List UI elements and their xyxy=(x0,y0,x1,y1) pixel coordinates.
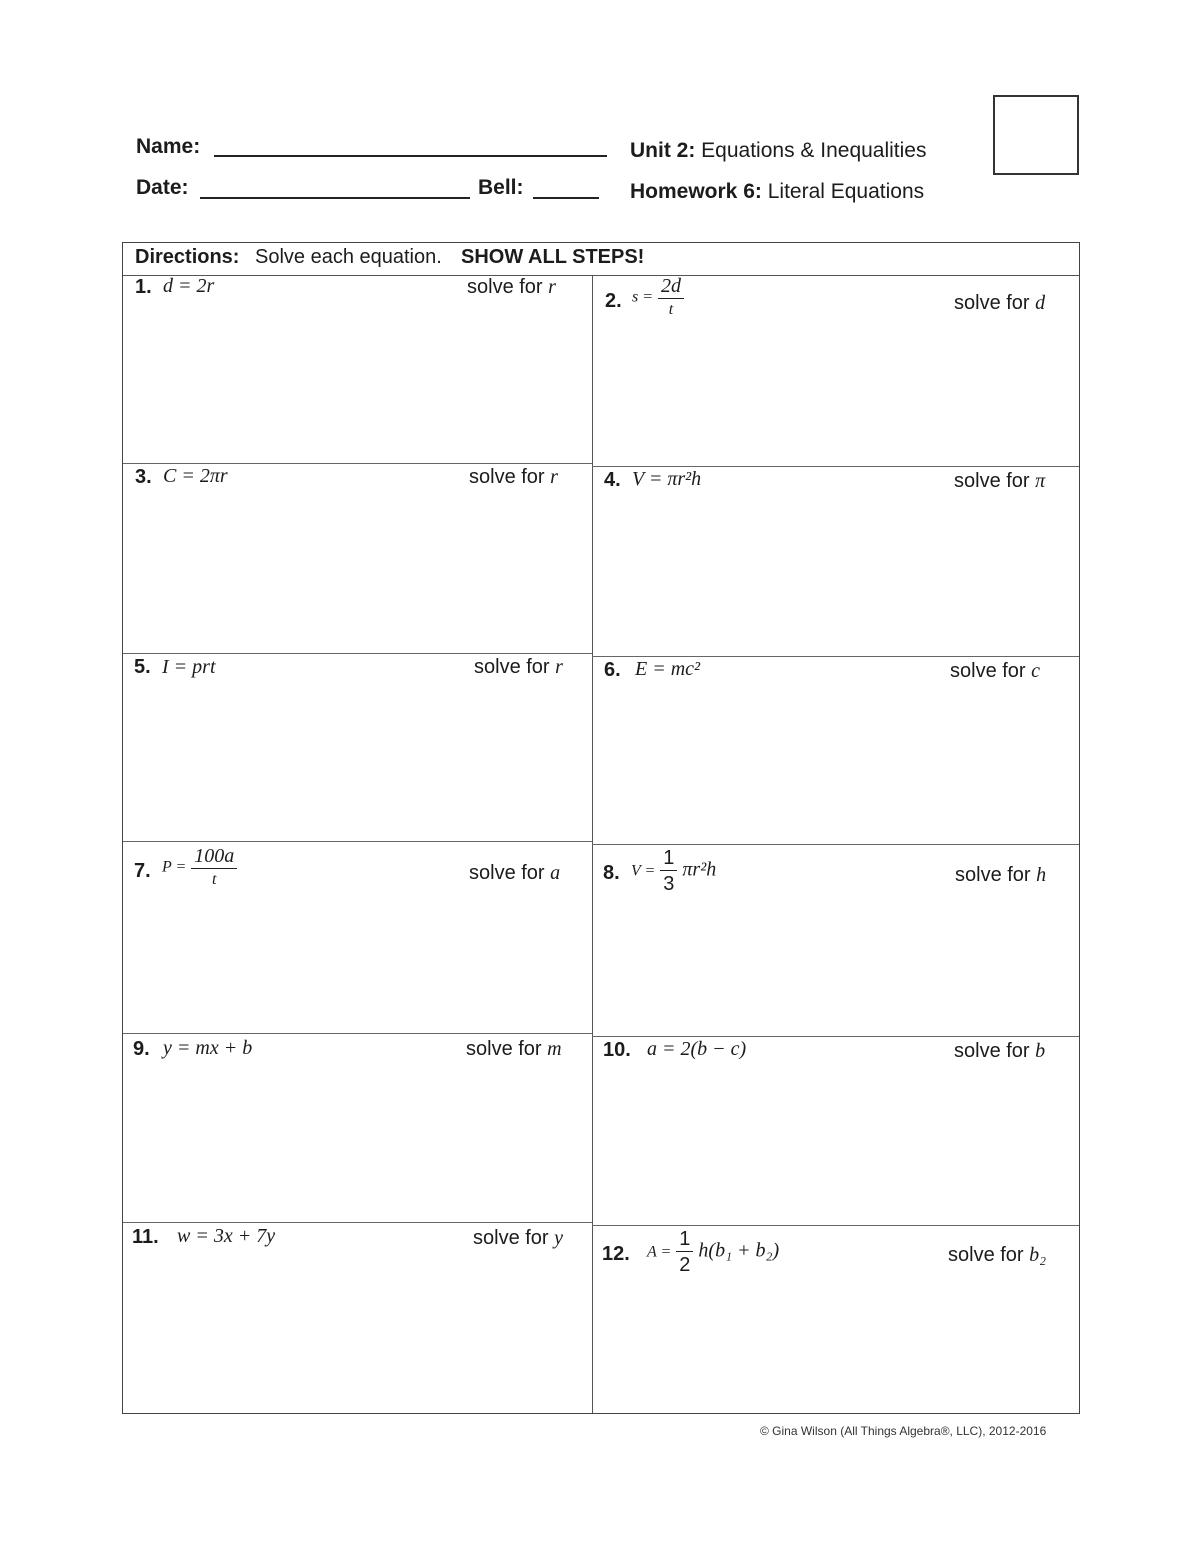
target-variable: r xyxy=(555,656,563,678)
homework-title xyxy=(630,180,924,204)
problem-5-equation: I = prt xyxy=(162,656,216,678)
problem-12-number: 12. xyxy=(602,1243,630,1265)
solve-label: solve for xyxy=(467,276,543,298)
equation-rhs: h(b₁ + b₂) xyxy=(698,1239,780,1262)
problem-9-instruction xyxy=(466,1038,562,1061)
directions-bar xyxy=(123,243,1079,276)
solve-label: solve for xyxy=(469,466,545,488)
problem-5-number: 5. xyxy=(134,656,151,678)
solve-label: solve for xyxy=(954,1040,1030,1062)
row-divider xyxy=(592,656,1079,657)
target-variable: m xyxy=(547,1038,562,1060)
problem-4-number: 4. xyxy=(604,469,621,491)
fraction xyxy=(660,848,677,894)
unit-title xyxy=(630,139,927,163)
score-box[interactable] xyxy=(993,95,1079,175)
problem-3-equation: C = 2πr xyxy=(163,465,228,487)
directions-label: Directions: xyxy=(135,246,240,268)
bell-field[interactable] xyxy=(533,197,599,199)
problem-10-number: 10. xyxy=(603,1039,631,1061)
solve-label: solve for xyxy=(954,292,1030,314)
target-variable: h xyxy=(1036,864,1047,886)
problem-12-equation xyxy=(647,1229,779,1275)
target-variable: r xyxy=(548,276,556,298)
row-divider xyxy=(123,1033,592,1034)
problem-10-equation: a = 2(b − c) xyxy=(647,1038,747,1060)
problem-4-equation: V = πr²h xyxy=(632,468,702,490)
problem-9-equation: y = mx + b xyxy=(163,1037,253,1059)
directions-text: Solve each equation. xyxy=(255,246,442,268)
problem-4-instruction xyxy=(954,470,1045,493)
solve-label: solve for xyxy=(954,470,1030,492)
fraction-numerator: 1 xyxy=(660,848,677,871)
target-variable: r xyxy=(550,466,558,488)
fraction-denominator: 2 xyxy=(679,1254,691,1276)
problem-2-number: 2. xyxy=(605,290,622,312)
unit-title-text: Equations & Inequalities xyxy=(701,139,927,162)
fraction xyxy=(676,1229,693,1275)
target-variable: d xyxy=(1035,292,1046,314)
problem-7-equation xyxy=(162,846,237,888)
row-divider xyxy=(123,1222,592,1223)
fraction-numerator: 100a xyxy=(191,846,237,869)
problem-11-instruction xyxy=(473,1227,563,1250)
problem-2-instruction xyxy=(954,292,1045,315)
row-divider xyxy=(592,466,1079,467)
fraction xyxy=(658,276,684,318)
problem-1-instruction xyxy=(467,276,556,299)
problem-1-number: 1. xyxy=(135,276,152,298)
fraction-denominator: t xyxy=(212,871,217,888)
problem-3-number: 3. xyxy=(135,466,152,488)
copyright-footer: © Gina Wilson (All Things Algebra®, LLC), 2012-2016 xyxy=(760,1424,1047,1438)
fraction xyxy=(191,846,237,888)
fraction-denominator: 3 xyxy=(663,873,675,895)
solve-label: solve for xyxy=(469,862,545,884)
solve-label: solve for xyxy=(950,660,1026,682)
problem-10-instruction xyxy=(954,1040,1045,1063)
homework-title-text: Literal Equations xyxy=(767,180,925,203)
problem-8-equation xyxy=(631,848,716,894)
problem-8-number: 8. xyxy=(603,862,620,884)
unit-title-bold: Unit 2: xyxy=(630,139,696,162)
solve-label: solve for xyxy=(955,864,1031,886)
row-divider xyxy=(123,463,592,464)
problem-11-number: 11. xyxy=(132,1226,159,1248)
equation-lhs: A = xyxy=(647,1243,672,1261)
problem-6-instruction xyxy=(950,660,1040,683)
bell-label: Bell: xyxy=(478,176,524,199)
problem-3-instruction xyxy=(469,466,558,489)
equation-rhs: πr²h xyxy=(682,858,717,881)
directions-emphasis: SHOW ALL STEPS! xyxy=(461,246,645,268)
problem-5-instruction xyxy=(474,656,563,679)
target-variable: π xyxy=(1035,470,1046,492)
equation-lhs: P = xyxy=(162,858,187,876)
solve-label: solve for xyxy=(473,1227,549,1249)
problem-2-equation xyxy=(632,276,684,318)
solve-label: solve for xyxy=(466,1038,542,1060)
fraction-numerator: 2d xyxy=(658,276,684,299)
equation-lhs: s = xyxy=(632,288,654,306)
row-divider xyxy=(592,1225,1079,1226)
solve-label: solve for xyxy=(474,656,550,678)
problem-9-number: 9. xyxy=(133,1038,150,1060)
problem-8-instruction xyxy=(955,864,1046,887)
problem-6-number: 6. xyxy=(604,659,621,681)
homework-title-bold: Homework 6: xyxy=(630,180,762,203)
row-divider xyxy=(123,841,592,842)
target-variable: b₂ xyxy=(1029,1244,1047,1266)
row-divider xyxy=(592,1036,1079,1037)
problem-12-instruction xyxy=(948,1244,1046,1267)
equation-lhs: V = xyxy=(631,862,656,880)
row-divider xyxy=(123,653,592,654)
target-variable: y xyxy=(554,1227,564,1249)
target-variable: b xyxy=(1035,1040,1046,1062)
target-variable: a xyxy=(550,862,561,884)
problem-1-equation: d = 2r xyxy=(163,275,215,297)
solve-label: solve for xyxy=(948,1244,1024,1266)
fraction-numerator: 1 xyxy=(676,1229,693,1252)
fraction-denominator: t xyxy=(668,301,674,318)
problem-11-equation: w = 3x + 7y xyxy=(177,1225,276,1247)
date-field[interactable] xyxy=(200,197,470,199)
problem-7-number: 7. xyxy=(134,860,151,882)
target-variable: c xyxy=(1031,660,1041,682)
name-field[interactable] xyxy=(214,155,607,157)
name-label: Name: xyxy=(136,135,201,158)
problem-7-instruction xyxy=(469,862,560,885)
row-divider xyxy=(592,844,1079,845)
problem-6-equation: E = mc² xyxy=(635,658,701,680)
date-label: Date: xyxy=(136,176,189,199)
